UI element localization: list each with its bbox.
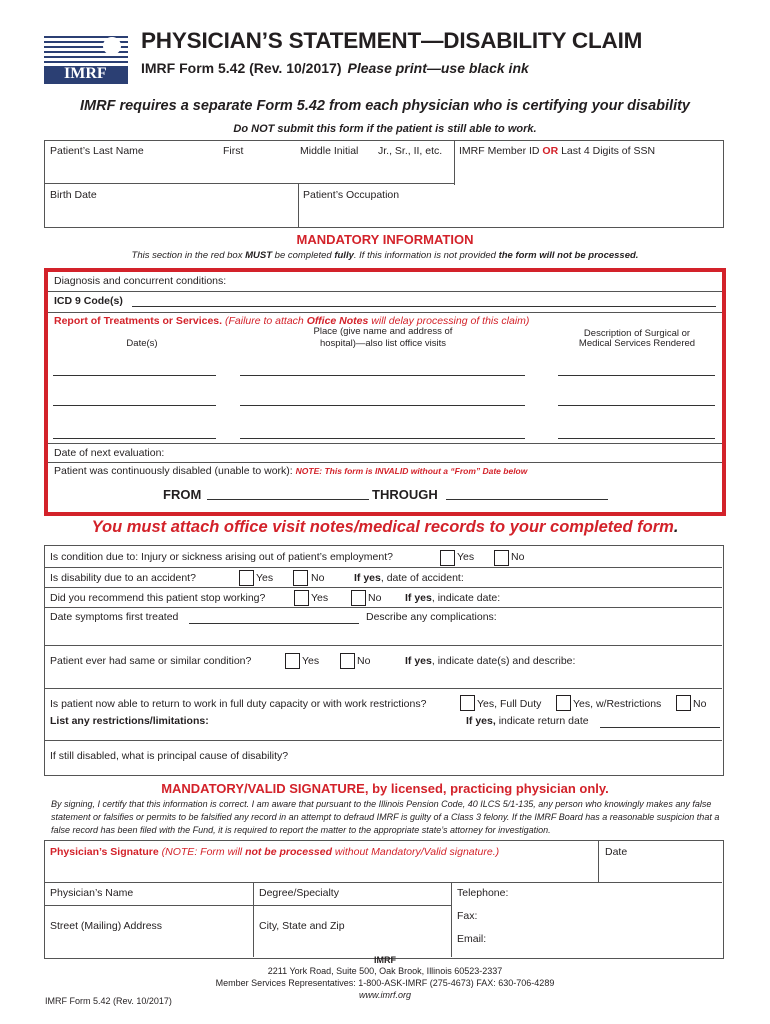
- requirement-text: IMRF requires a separate Form 5.42 from each physician who is certifying your disability: [80, 98, 690, 114]
- employment-no-checkbox[interactable]: [494, 550, 509, 566]
- signature-date-field[interactable]: [600, 862, 720, 880]
- email-label: Email:: [457, 933, 487, 945]
- treatment-desc-line[interactable]: [558, 375, 715, 376]
- sig-date-label: Date: [605, 846, 628, 858]
- patient-suffix-label: Jr., Sr., II, etc.: [378, 145, 443, 157]
- patient-first-label: First: [223, 145, 244, 157]
- mandatory-subtitle: This section in the red box MUST be completed fully. If this information is not provided the form will not be processed.: [131, 250, 639, 261]
- no-label: No: [311, 572, 325, 584]
- return-date-field[interactable]: [600, 727, 720, 728]
- accident-yes-checkbox[interactable]: [239, 570, 254, 586]
- employment-yes-checkbox[interactable]: [440, 550, 455, 566]
- attach-notice: You must attach office visit notes/medical records to your completed form.: [91, 518, 679, 536]
- q-return-work-label: Is patient now able to return to work in full duty capacity or with work restrictions?: [50, 698, 427, 710]
- col-dates-label: Date(s): [126, 338, 158, 349]
- physician-name-label: Physician’s Name: [50, 887, 134, 899]
- yes-label: Yes: [256, 572, 274, 584]
- footer-form-id: IMRF Form 5.42 (Rev. 10/2017): [45, 996, 172, 1006]
- no-label: No: [693, 698, 707, 710]
- telephone-label: Telephone:: [457, 887, 509, 899]
- print-note: Please print—use black ink: [347, 60, 529, 76]
- imrf-logo: [42, 32, 130, 84]
- physician-signature-label: Physician’s Signature (NOTE: Form will not be processed without Mandatory/Valid signature.): [50, 846, 500, 858]
- icd-code-field[interactable]: [132, 306, 716, 307]
- treatment-date-line[interactable]: [53, 438, 216, 439]
- restrictions-label: Yes, w/Restrictions: [573, 698, 662, 710]
- street-address-label: Street (Mailing) Address: [50, 920, 163, 932]
- stop-working-yes-checkbox[interactable]: [294, 590, 309, 606]
- from-date-field[interactable]: [207, 499, 369, 500]
- restrictions-checkbox[interactable]: [556, 695, 571, 711]
- similar-yes-checkbox[interactable]: [285, 653, 300, 669]
- list-restrictions-label: List any restrictions/limitations:: [50, 715, 209, 727]
- mandatory-title: MANDATORY INFORMATION: [296, 232, 474, 247]
- q-employment-label: Is condition due to: Injury or sickness arising out of patient’s employment?: [50, 551, 393, 563]
- occupation-label: Patient’s Occupation: [303, 189, 400, 201]
- treatment-desc-line[interactable]: [558, 405, 715, 406]
- yes-label: Yes: [457, 551, 475, 563]
- city-state-zip-label: City, State and Zip: [259, 920, 345, 932]
- accident-no-checkbox[interactable]: [293, 570, 308, 586]
- treatment-date-line[interactable]: [53, 375, 216, 376]
- symptoms-date-field[interactable]: [189, 623, 359, 624]
- do-not-submit-text: Do NOT submit this form if the patient is still able to work.: [233, 123, 537, 135]
- patient-name-field[interactable]: [46, 160, 452, 182]
- treatment-date-line[interactable]: [53, 405, 216, 406]
- through-date-field[interactable]: [446, 499, 608, 500]
- yes-label: Yes: [302, 655, 320, 667]
- form-number: IMRF Form 5.42 (Rev. 10/2017): [141, 60, 342, 76]
- signature-title: MANDATORY/VALID SIGNATURE, by licensed, practicing physician only.: [161, 781, 609, 796]
- form-subtitle: [141, 60, 529, 76]
- form-title: PHYSICIAN’S STATEMENT—DISABILITY CLAIM: [141, 28, 643, 53]
- birth-date-label: Birth Date: [50, 189, 97, 201]
- complications-label: Describe any complications:: [366, 611, 497, 623]
- col-place-label-1: Place (give name and address of: [313, 326, 453, 337]
- q-stop-working-label: Did you recommend this patient stop working?: [50, 592, 266, 604]
- yes-label: Yes: [311, 592, 329, 604]
- certification-text: By signing, I certify that this information is correct. I am aware that pursuant to the Illinois Pension Code, 40 ILCS 5/1-135, any person who knowingly makes any false statement or falsifies or permits to be falsified any record in an attempt to defraud IMRF is guilty of a Class 3 felony. If the IMRF Board has a reasonable suspicion that a false record has been filed with the Fund, it is required to report the matter to the appropriate state’s attorney for investigation.: [51, 799, 720, 835]
- from-label: FROM: [163, 487, 202, 502]
- through-label: THROUGH: [372, 487, 438, 502]
- continuously-disabled-label: Patient was continuously disabled (unable to work): NOTE: This form is INVALID without a “From” Date below: [54, 465, 528, 477]
- return-date-label: If yes, indicate return date: [466, 715, 589, 727]
- treatment-desc-line[interactable]: [558, 438, 715, 439]
- member-id-field[interactable]: [456, 160, 720, 182]
- q-symptoms-label: Date symptoms first treated: [50, 611, 179, 623]
- full-duty-label: Yes, Full Duty: [477, 698, 542, 710]
- degree-specialty-label: Degree/Specialty: [259, 887, 339, 899]
- stop-working-no-checkbox[interactable]: [351, 590, 366, 606]
- q-principal-cause-label: If still disabled, what is principal cause of disability?: [50, 750, 289, 762]
- col-desc-label-1: Description of Surgical or: [583, 328, 691, 339]
- treatment-place-line[interactable]: [240, 375, 525, 376]
- full-duty-checkbox[interactable]: [460, 695, 475, 711]
- patient-last-name-label: Patient’s Last Name: [50, 145, 144, 157]
- member-id-label: IMRF Member ID OR Last 4 Digits of SSN: [459, 145, 656, 157]
- occupation-field[interactable]: [300, 204, 720, 224]
- signature-field[interactable]: [46, 862, 596, 880]
- next-evaluation-label: Date of next evaluation:: [54, 447, 165, 459]
- birth-date-field[interactable]: [46, 204, 296, 224]
- fax-label: Fax:: [457, 910, 478, 922]
- stop-date-label: If yes, indicate date:: [405, 592, 501, 604]
- footer-address: 2211 York Road, Suite 500, Oak Brook, Illinois 60523-2337: [267, 966, 503, 976]
- patient-middle-initial-label: Middle Initial: [300, 145, 359, 157]
- footer-web: www.imrf.org: [358, 990, 411, 1000]
- return-no-checkbox[interactable]: [676, 695, 691, 711]
- footer-org: IMRF: [374, 955, 396, 965]
- accident-date-label: If yes, date of accident:: [354, 572, 464, 584]
- q-similar-condition-label: Patient ever had same or similar condition?: [50, 655, 252, 667]
- icd-code-label: ICD 9 Code(s): [54, 295, 123, 307]
- diagnosis-label: Diagnosis and concurrent conditions:: [54, 275, 227, 287]
- footer-phones: Member Services Representatives: 1-800-ASK-IMRF (275-4673) FAX: 630-706-4289: [215, 978, 555, 988]
- treatment-place-line[interactable]: [240, 438, 525, 439]
- similar-no-checkbox[interactable]: [340, 653, 355, 669]
- col-desc-label-2: Medical Services Rendered: [578, 338, 696, 349]
- no-label: No: [368, 592, 382, 604]
- no-label: No: [511, 551, 525, 563]
- no-label: No: [357, 655, 371, 667]
- similar-date-label: If yes, indicate date(s) and describe:: [405, 655, 576, 667]
- treatment-place-line[interactable]: [240, 405, 525, 406]
- logo-text: IMRF: [64, 65, 107, 82]
- col-place-label-2: hospital)—also list office visits: [319, 338, 446, 349]
- report-treatments-label: Report of Treatments or Services. (Failure to attach Office Notes will delay processing of this claim): [54, 315, 530, 327]
- q-accident-label: Is disability due to an accident?: [50, 572, 196, 584]
